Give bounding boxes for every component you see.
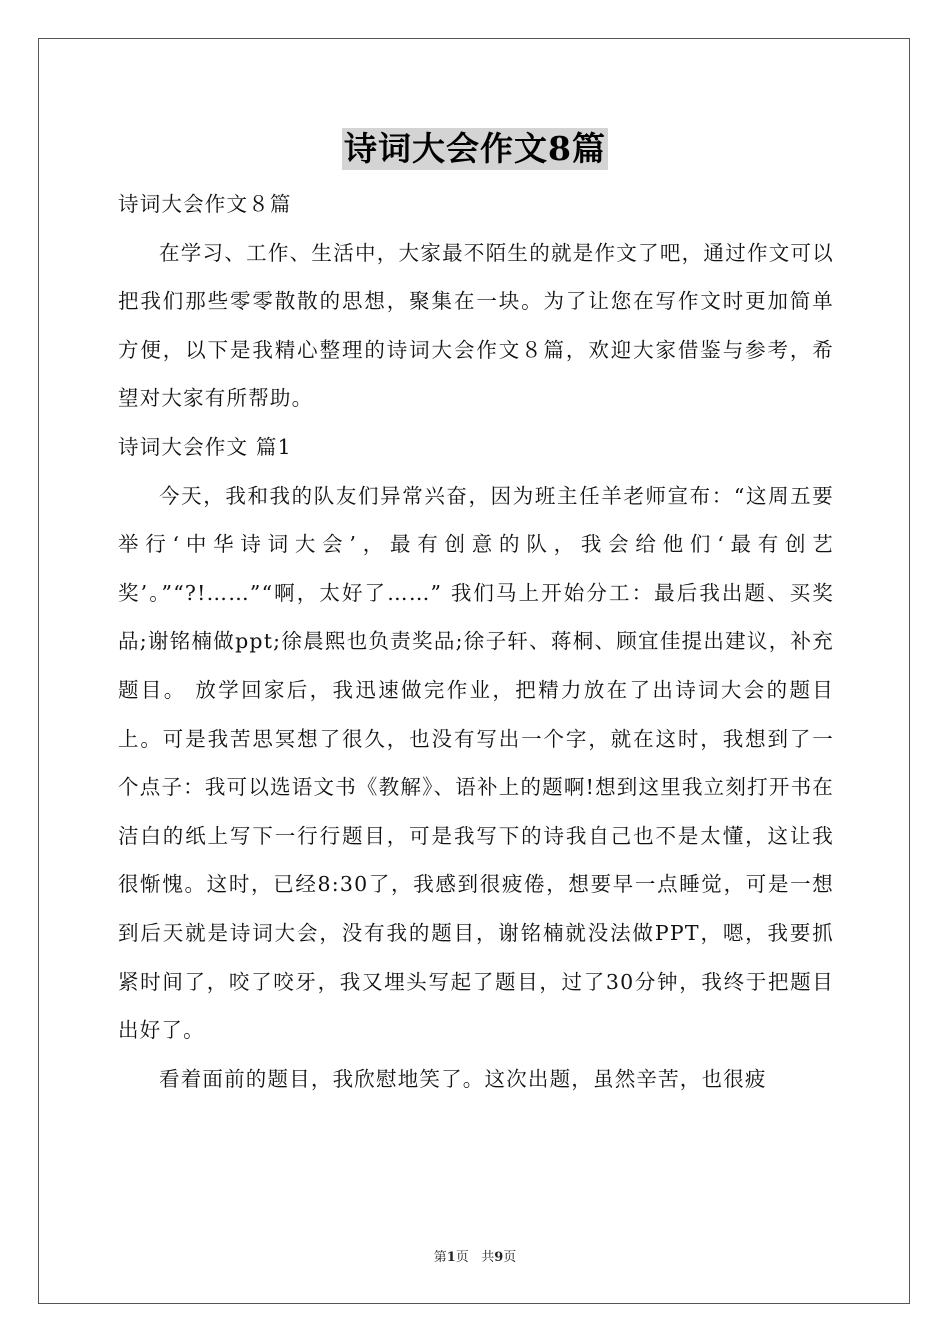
total-prefix: 共 (481, 1250, 495, 1265)
title-wrap (0, 128, 950, 170)
page-prefix: 第 (433, 1250, 447, 1265)
page-suffix: 页 (455, 1250, 469, 1265)
document-body (118, 180, 834, 1103)
document-title: 诗词大会作文8篇 (344, 129, 606, 168)
page-number: 1 (446, 1250, 456, 1265)
body-paragraph: 今天，我和我的队友们异常兴奋，因为班主任羊老师宣布：“这周五要举行‘中华诗词大会’，最有创意的队，我会给他们‘最有创艺奖’。”“?!……”“啊，太好了……” 我们马上开始分工：最后我出题、买奖品;谢铭楠做ppt;徐晨熙也负责奖品;徐子轩、蒋桐、顾宜佳提出建议，补充题目。 放学回家后，我迅速做完作业，把精力放在了出诗词大会的题目上。可是我苦思冥想了很久，也没有写出一个字，就在这时，我想到了一个点子：我可以选语文书《教解》、语补上的题啊!想到这里我立刻打开书在洁白的纸上写下一行行题目，可是我写下的诗我自己也不是太懂，这让我很惭愧。这时，已经8:30了，我感到很疲倦，想要早一点睡觉，可是一想到后天就是诗词大会，没有我的题目，谢铭楠就没法做PPT，嗯，我要抓紧时间了，咬了咬牙，我又埋头写起了题目，过了30分钟，我终于把题目出好了。 (118, 483, 834, 1043)
intro-paragraph: 在学习、工作、生活中，大家最不陌生的就是作文了吧，通过作文可以把我们那些零零散散的思想，聚集在一块。为了让您在写作文时更加简单方便，以下是我精心整理的诗词大会作文８篇，欢迎大家借鉴与参考，希望对大家有所帮助。 (118, 240, 834, 411)
section-heading: 诗词大会作文 篇1 (118, 434, 292, 459)
total-suffix: 页 (503, 1250, 517, 1265)
document-subtitle: 诗词大会作文８篇 (118, 192, 292, 216)
total-pages: 9 (494, 1250, 504, 1265)
body-paragraph: 看着面前的题目，我欣慰地笑了。这次出题，虽然辛苦，也很疲 (159, 1066, 767, 1091)
page-footer (0, 1246, 950, 1265)
